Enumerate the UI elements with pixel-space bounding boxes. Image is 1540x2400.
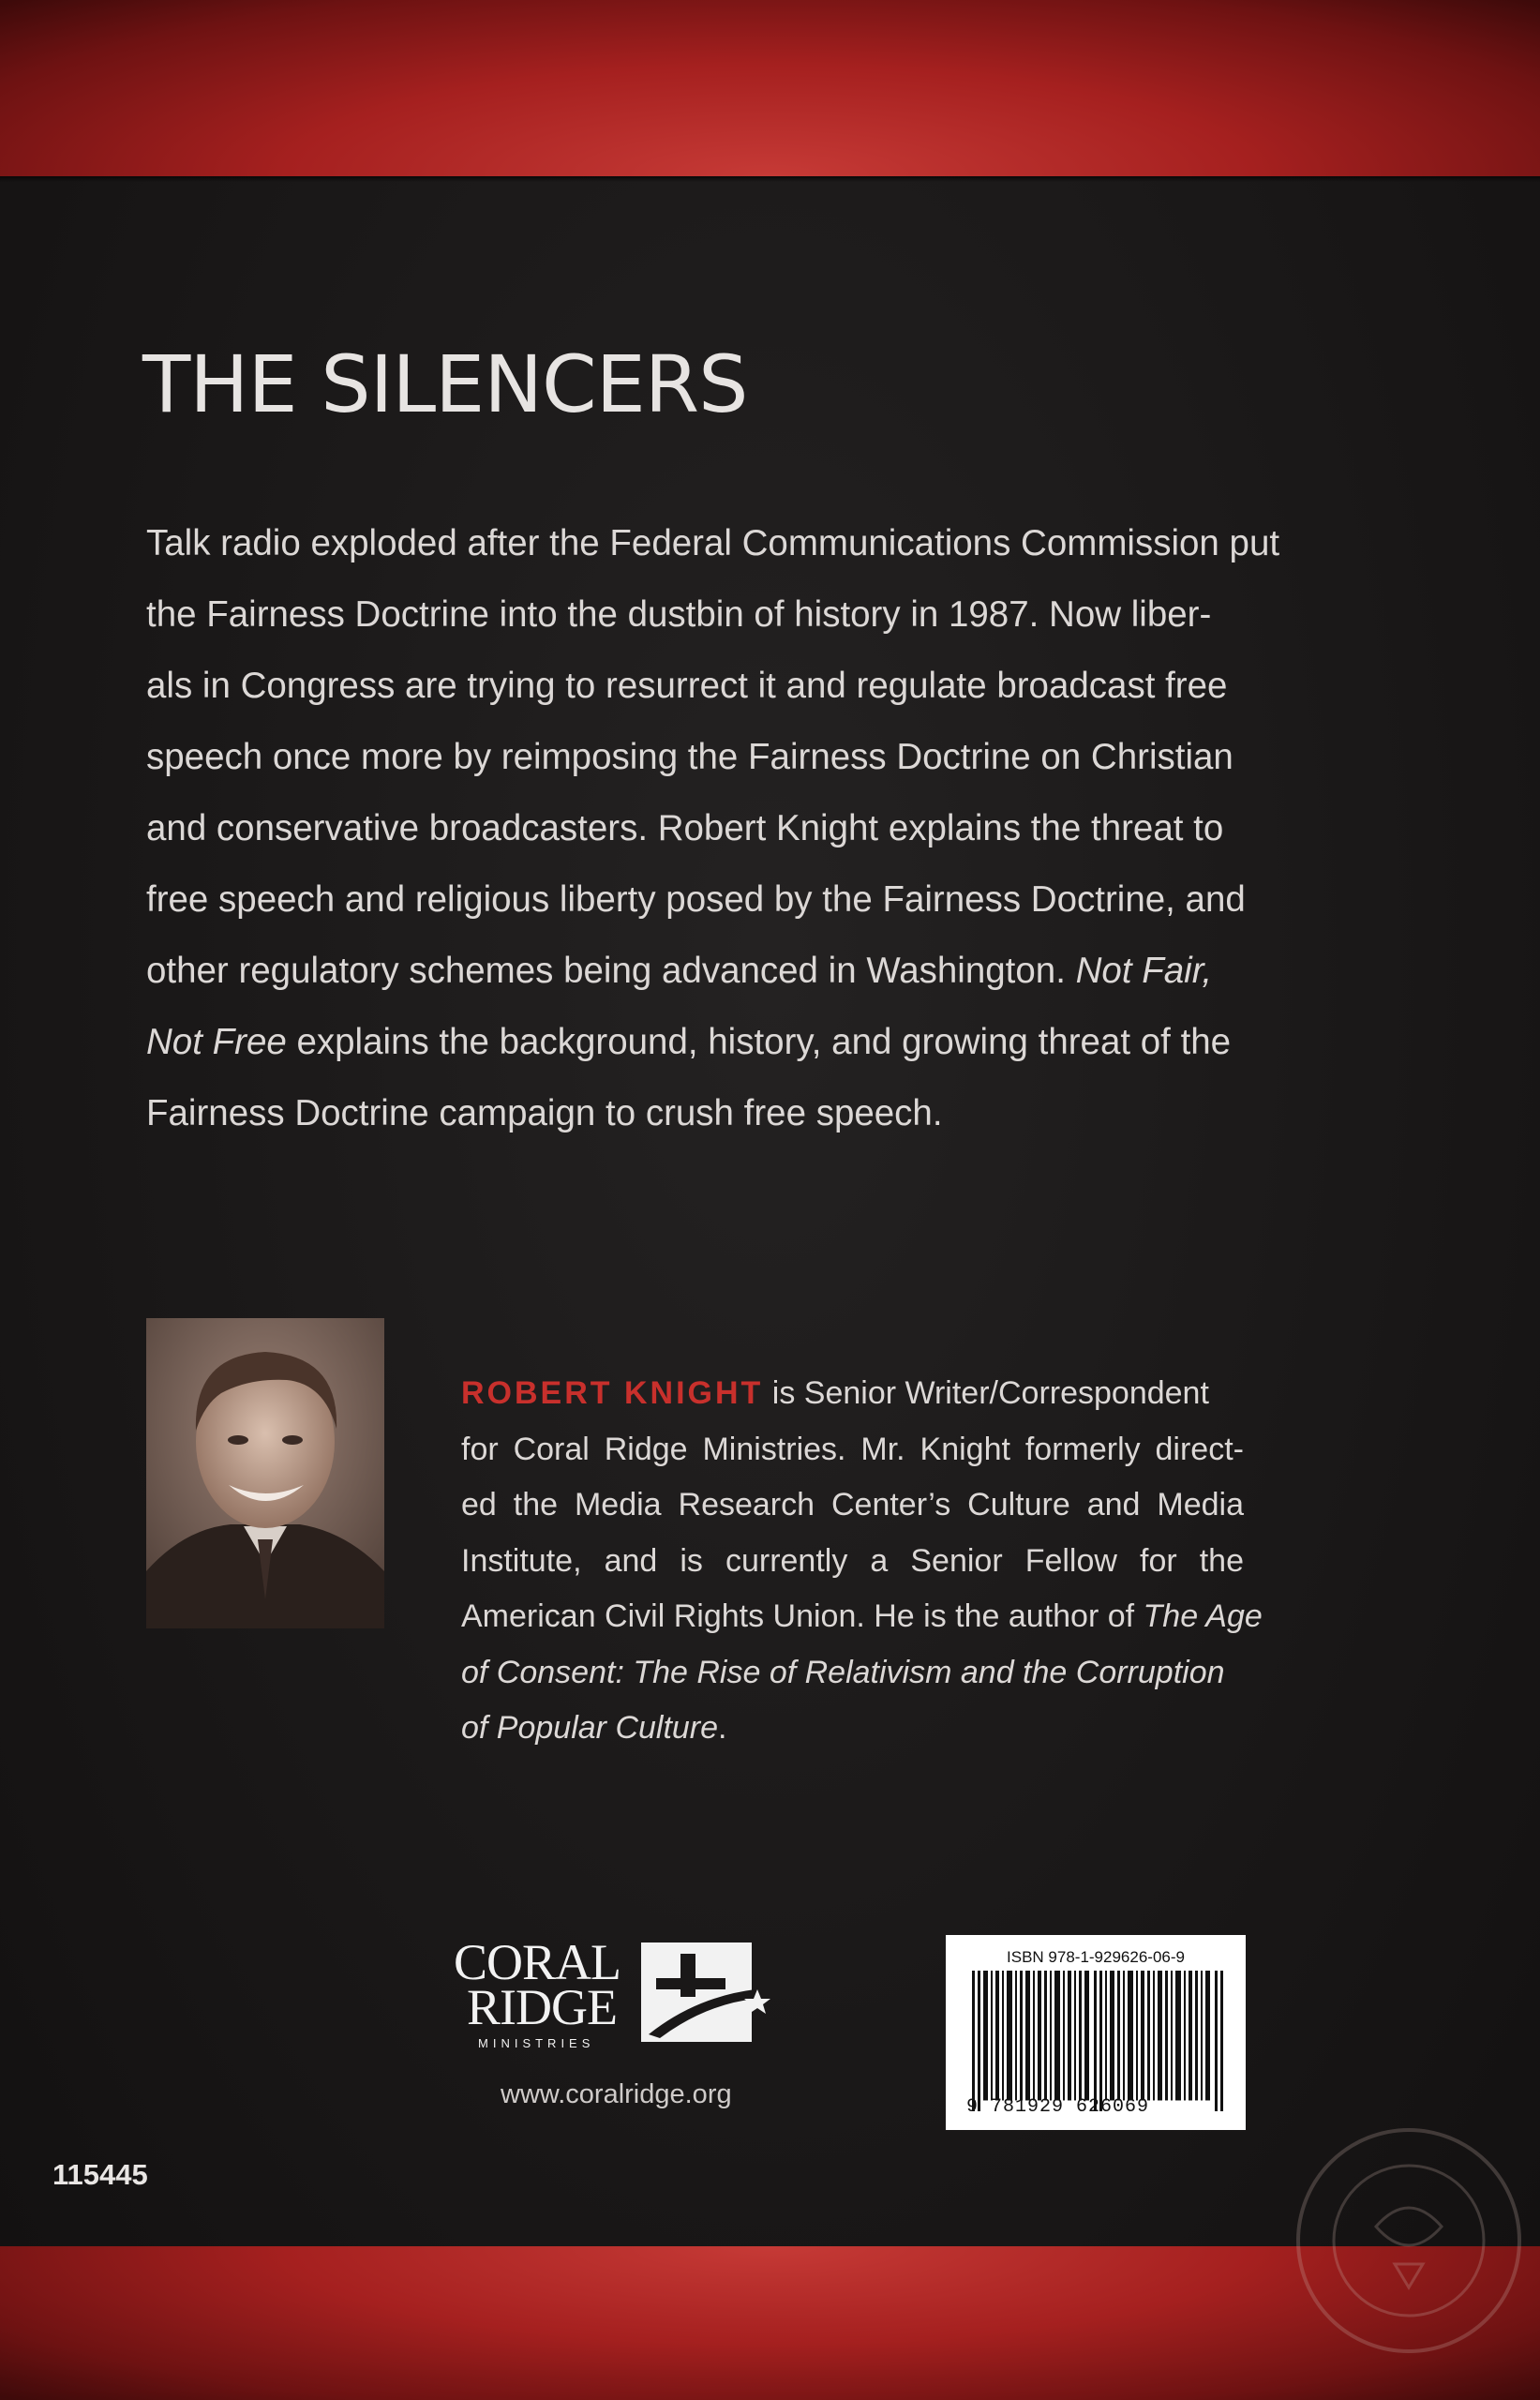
author-photo <box>146 1318 384 1628</box>
book-title-italic: Not Fair, <box>1075 951 1213 991</box>
blurb-line: free speech and religious liberty posed by the Fairness Doctrine, and <box>146 879 1246 920</box>
book-blurb <box>146 508 1280 1149</box>
bio-line <box>461 1645 1244 1702</box>
cross-star-icon <box>639 1941 770 2044</box>
blurb-text: explains the background, history, and growing threat of the <box>286 1022 1232 1062</box>
author-bio <box>461 1366 1263 1757</box>
cited-book-title: of Popular Culture <box>461 1710 719 1746</box>
isbn-barcode <box>946 1935 1246 2130</box>
blurb-line <box>146 936 1248 1007</box>
bio-line: ed the Media Research Center’s Culture and Media <box>461 1487 1244 1522</box>
bio-line <box>461 1589 1263 1645</box>
barcode-bars-icon <box>972 1971 1225 2111</box>
logo-word-coral: CORAL <box>454 1934 621 1990</box>
top-red-band <box>0 0 1540 176</box>
barcode-digits: 9 781929 626069 <box>966 2096 1150 2118</box>
publisher-url: www.coralridge.org <box>501 2079 732 2109</box>
cited-book-title: The Age <box>1143 1598 1263 1634</box>
bio-line: for Coral Ridge Ministries. Mr. Knight formerly direct- <box>461 1431 1244 1467</box>
blurb-line: the Fairness Doctrine into the dustbin of history in 1987. Now liber- <box>146 594 1212 635</box>
isbn-label: ISBN 978-1-929626-06-9 <box>1007 1948 1185 1966</box>
book-title: THE SILENCERS <box>142 338 748 430</box>
coral-ridge-logo <box>454 1934 772 2050</box>
bio-line <box>461 1366 1244 1422</box>
logo-word-ridge: RIDGE <box>467 1979 617 2035</box>
blurb-line: speech once more by reimposing the Fairness Doctrine on Christian <box>146 737 1233 777</box>
author-name: ROBERT KNIGHT <box>461 1375 764 1411</box>
blurb-line: and conservative broadcasters. Robert Knight explains the threat to <box>146 808 1224 848</box>
bio-text: . <box>718 1710 727 1746</box>
bio-text: is Senior Writer/Correspondent <box>763 1375 1209 1411</box>
blurb-line: als in Congress are trying to resurrect it and regulate broadcast free <box>146 666 1228 706</box>
top-band-shadow <box>0 176 1540 182</box>
author-portrait-icon <box>146 1318 384 1628</box>
blurb-line: Fairness Doctrine campaign to crush free speech. <box>146 1093 943 1133</box>
logo-word-ministries: MINISTRIES <box>478 2036 595 2050</box>
blurb-line <box>146 1007 1248 1078</box>
blurb-line: Talk radio exploded after the Federal Communications Commission put <box>146 523 1280 563</box>
stock-number: 115445 <box>52 2158 148 2191</box>
bio-line <box>461 1701 1244 1757</box>
bio-line: Institute, and is currently a Senior Fellow for the <box>461 1542 1244 1579</box>
bookseller-stamp-icon <box>1292 2123 1526 2358</box>
book-title-italic: Not Free <box>146 1022 287 1062</box>
cited-book-title: of Consent: The Rise of Relativism and the Corruption <box>461 1654 1225 1690</box>
bio-text: American Civil Rights Union. He is the author of <box>461 1598 1144 1634</box>
blurb-text: other regulatory schemes being advanced in Washington. <box>146 951 1076 991</box>
